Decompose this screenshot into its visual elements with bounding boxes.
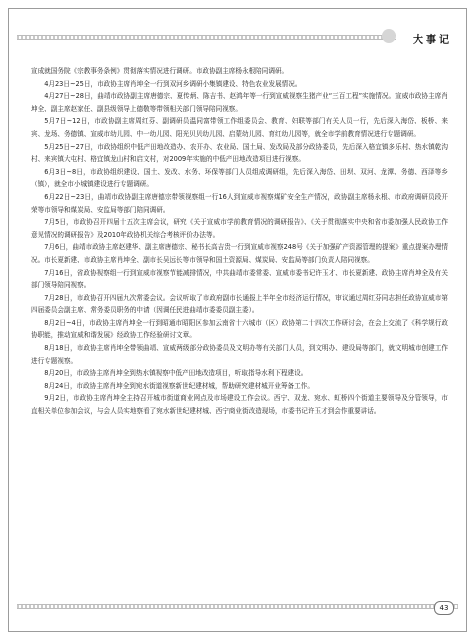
header-ornament-icon: [382, 29, 396, 43]
paragraph: 6月22日~23日，曲靖市政协副主席唐德宗带领视察组一行16人到宣威市视察煤矿安全生产情况，政协副主席杨永根、市政府调研员段开荣等市领导和煤炭局、安监局等部门陪同调研。: [31, 192, 448, 214]
section-title: 大事记: [413, 35, 452, 46]
paragraph: 5月7日~12日，市政协副主席周红芬、副调研员温同富带领工作组委员会、教育、妇联等部门有关人员一行，先后深入海岱、板桥、来宾、龙场、务德镇、宣威市幼儿园、中一幼儿园、阳光贝贝幼儿园、启蒙幼儿园、育红幼儿园等，就全市学前教育情况进行专题调研。: [31, 117, 448, 138]
paragraph: 宣成就国务院《宗教事务条例》贯彻落实情况进行调研。市政协副主席杨永根陪同调研。: [31, 67, 289, 75]
paragraph: 8月24日，市政协主席肖坤全到宛水街道视察新世纪建材城，帮助研究建材城开业筹备工作。: [44, 381, 314, 390]
paragraph: 7月16日，省政协视察组一行到宣威市视察节能减排情况，中共曲靖市委常委、宣威市委书记许玉才、市长夏新建、政协主席肖坤全及有关部门领导陪同视察。: [31, 268, 448, 290]
footer-decorative-rule: [17, 604, 458, 609]
paragraph: 6月3日~8日，市政协组织建设、国土、发改、水务、环保等部门人员组成调研组，先后深入海岱、田坝、双河、龙潭、务德、西泽等乡（镇），就全市小城镇建设进行专题调研。: [31, 167, 448, 189]
paragraph: 7月6日，曲靖市政协主席赵建华、副主席唐德宗、秘书长高吉贵一行到宣威市视察248号《关于加强矿产资源管理的提案》重点提案办理情况。市长夏新建、市政协主席肖坤全、副市长吴远长等市领导和国土资源局、煤炭局、安监局等部门负责人陪同视察。: [31, 243, 448, 264]
page-number: 43: [434, 601, 454, 615]
paragraph: 7月5日，市政协召开四届十五次主席会议，研究《关于宣威市学前教育情况的调研报告》、《关于贯彻落实中央和省市委加强人民政协工作意见情况的调研报告》及2010年政协机关综合考核评价办法等。: [31, 218, 448, 239]
header-decorative-rule: [17, 35, 396, 40]
paragraph: 5月25日~27日，市政协组织中低产田地改造办、农开办、农业局、国土局、发改局及部分政协委员，先后深入格宜镇多乐村、热水镇乾沟村、来宾镇大屯村、格宜镇龙山村和启文村，对2009年实施的中低产田地改造项目进行视察。: [31, 142, 448, 164]
page-frame: [8, 8, 467, 632]
paragraph: 8月2日~4日，市政协主席肖坤全一行到昭通市昭阳区参加云南省十六城市（区）政协第二十四次工作研讨会，在会上交流了《科学规行政协职能，推动宣威和谐发展》经政协工作经验研讨文章。: [31, 318, 448, 340]
body-text: [31, 65, 448, 418]
paragraph: 4月23日~25日，市政协主席肖坤全一行到双河乡调研小集镇建设、特色农业发展情况。: [44, 79, 302, 88]
page-header: [9, 23, 466, 46]
paragraph: 9月2日，市政协主席肖坤全主持召开城市街道商业网点及市场建设工作会议。西宁、双龙、宛水、虹桥四个街道主要领导及分管领导，市直相关单位参加会议，与会人员实地察看了宛水新世纪建材城、西宁商业街改造现场，市委书记许玉才到会作重要讲话。: [31, 394, 448, 416]
paragraph: 4月27日~28日，曲靖市政协副主席唐德宗、夏传炳、陈吉书、赵鸿年等一行到宣威视察生猪产业“三百工程”实施情况。宣威市政协主席肖坤全、副主席赵家任、副县级领导上德敬等带领相关部门领导陪同视察。: [31, 92, 448, 113]
paragraph: 8月18日，市政协主席肖坤全带领曲靖、宣威两级部分政协委员及文明办等有关部门人员，到文明办、建设局等部门，就文明城市创建工作进行专题视察。: [31, 344, 448, 365]
paragraph: 7月28日，市政协召开四届九次常委会议。会议听取了市政府副市长通报上半年全市经济运行情况，审议通过周红芬同志担任政协宣威市第四届委员会副主席、常务委员职务的申请（因调任民进曲靖市委委员副主委）。: [31, 293, 448, 315]
paragraph: 8月20日，市政协主席肖坤全到热水镇视察中低产田地改造项目，听取指导水利下程建设。: [44, 369, 308, 378]
